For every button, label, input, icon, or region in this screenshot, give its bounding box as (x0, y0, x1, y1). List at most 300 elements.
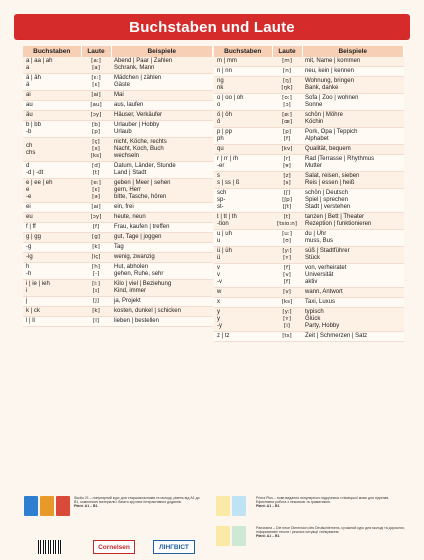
sound-cell (272, 111, 302, 128)
examples-cell (302, 308, 404, 332)
cell-line: v (217, 265, 220, 271)
cell-line: [ɛ:] (91, 75, 101, 81)
header-row (23, 46, 213, 57)
cell-line: [n] (283, 68, 291, 74)
cell-line: [ç] (92, 139, 100, 145)
cell-line: s | ss | ß (217, 180, 240, 186)
col-letters: Buchstaben (23, 46, 81, 57)
cell-line: Rezeption | funktionieren (305, 221, 372, 227)
table-row (23, 307, 213, 317)
cell-line: [ks] (281, 299, 293, 305)
cell-line: Stadt | verstehen (305, 204, 351, 210)
examples-cell (111, 213, 213, 223)
footer-text: Panorama – Die neue Dimension des Deutschlernens, сучасний курс для молоді та дорослих, інформативні тексти і реальні ситуації спілкування. (256, 526, 405, 535)
cell-line: n | nn (217, 68, 232, 74)
cell-line: [o:] (282, 95, 292, 101)
table-row (214, 230, 404, 247)
cell-line: m | mm (217, 58, 237, 64)
examples-cell (302, 332, 404, 342)
letters-cell (23, 121, 81, 138)
cell-line: -v (217, 279, 222, 285)
letters-cell (214, 128, 272, 145)
sound-cell (81, 280, 111, 297)
table-row (23, 297, 213, 307)
sound-cell (81, 213, 111, 223)
cell-line: x (217, 299, 220, 305)
table-row (214, 67, 404, 77)
cell-line: v (217, 272, 220, 278)
cell-line: [ɪ] (92, 288, 100, 294)
cell-line: tanzen | Bett | Theater (305, 214, 365, 220)
sound-cell (272, 67, 302, 77)
cell-line: [ai] (91, 204, 101, 210)
cell-line: [x] (92, 146, 100, 152)
letters-cell (23, 263, 81, 280)
letters-cell (23, 317, 81, 327)
letters-cell (23, 233, 81, 243)
cell-line: p | pp (217, 129, 232, 135)
cell-line: d (26, 163, 30, 169)
cell-line: Häuser, Verkäufer (114, 112, 163, 118)
cell-line: wann, Antwort (305, 289, 343, 295)
sound-cell (81, 203, 111, 213)
cell-line: äu (26, 112, 33, 118)
examples-cell (302, 145, 404, 155)
cell-line: [ʃ] (283, 190, 291, 196)
cell-line: qu (217, 146, 224, 152)
footer-ads (14, 492, 410, 556)
cell-line: [ai] (91, 92, 101, 98)
letters-cell (23, 280, 81, 297)
cell-line: [ʃt] (282, 204, 292, 210)
header-row (214, 46, 404, 57)
table-row (214, 264, 404, 288)
cell-line: [m] (282, 58, 292, 64)
sound-cell (81, 138, 111, 162)
cell-line: t | tt | th (217, 214, 237, 220)
cell-line: Datum, Länder, Stunde (114, 163, 176, 169)
examples-cell (111, 317, 213, 327)
cell-line: e (26, 187, 30, 193)
cell-line: aus, laufen (114, 102, 144, 108)
letters-cell (23, 162, 81, 179)
examples-cell (111, 162, 213, 179)
cell-line: aktiv (305, 279, 318, 285)
cell-line: z | tz (217, 333, 230, 339)
table-row (214, 189, 404, 213)
cell-line: nicht, Köche, rechts (114, 139, 167, 145)
cell-line: [p] (92, 129, 100, 135)
sound-cell (81, 223, 111, 233)
cell-line: wechseln (114, 153, 140, 159)
letters-cell (23, 253, 81, 263)
cell-line: Kind, immer (114, 288, 147, 294)
cell-line: Tag (114, 244, 124, 250)
cell-line: Qualität, bequem (305, 146, 351, 152)
sound-cell (81, 263, 111, 280)
cell-line: s (217, 173, 220, 179)
poster-title: Buchstaben und Laute (14, 14, 410, 40)
barcode-image (38, 540, 62, 554)
letters-cell (23, 243, 81, 253)
cell-line: [i] (284, 323, 290, 329)
table-row (23, 179, 213, 203)
cell-line: [ʏ] (283, 316, 291, 322)
cell-line: [k] (92, 244, 100, 250)
cell-line: Hut, abholen (114, 264, 149, 270)
sound-cell (81, 111, 111, 121)
sound-cell (272, 288, 302, 298)
examples-cell (111, 243, 213, 253)
table-row (23, 111, 213, 121)
table-row (23, 57, 213, 74)
col-examples: Beispiele (111, 46, 213, 57)
cell-line: [j] (93, 298, 99, 304)
letters-cell (23, 111, 81, 121)
examples-cell (302, 111, 404, 128)
cell-line: f | ff (26, 224, 36, 230)
cell-line: a | aa | ah (26, 58, 53, 64)
table-row (23, 121, 213, 138)
letters-cell (214, 189, 272, 213)
cell-line: schön | Möhre (305, 112, 343, 118)
sound-cell (81, 297, 111, 307)
cell-line: [e:] (91, 180, 101, 186)
sound-cell (272, 247, 302, 264)
letters-cell (23, 213, 81, 223)
letters-cell (23, 297, 81, 307)
cell-line: muss, Bus (305, 238, 334, 244)
sound-cell (272, 230, 302, 247)
examples-cell (111, 91, 213, 101)
footer-level: Рівні: A1 – B1 (74, 504, 98, 509)
sound-cell (81, 91, 111, 101)
examples-cell (111, 307, 213, 317)
table-row (214, 308, 404, 332)
cell-line: [k] (92, 308, 100, 314)
cell-line: [ʏ] (283, 255, 291, 261)
cell-line: ch (26, 142, 33, 149)
table-row (214, 94, 404, 111)
examples-cell (111, 101, 213, 111)
sound-cell (81, 179, 111, 203)
footer-text: Studio 21 – популярний курс для старшокласників та молоді, рівень від A1 до B1, комплексні матеріали і багато зручних інтерактивних додатків. (74, 496, 200, 505)
cell-line: Nacht, Koch, Buch (114, 146, 164, 152)
examples-cell (111, 111, 213, 121)
table-row (23, 213, 213, 223)
cell-line: nk (217, 85, 224, 91)
sound-cell (272, 77, 302, 94)
cell-line: Mädchen | zählen (114, 75, 162, 81)
cell-line: Stück (305, 255, 321, 261)
sound-cell (81, 74, 111, 91)
footer-text: Prima Plus – нове видання популярного підручника з німецької мови для підлітків. Ефективна робота з лексикою та граматикою. (256, 496, 390, 505)
letters-cell (23, 57, 81, 74)
cell-line: g | gg (26, 234, 41, 240)
cell-line: Mutter (305, 163, 323, 169)
table-row (23, 162, 213, 179)
cell-line: Alphabet (305, 136, 329, 142)
cell-line: st- (217, 204, 224, 210)
cell-line: geben | Meer | sehen (114, 180, 171, 186)
cell-line: mit, Name | kommen (305, 58, 361, 64)
sound-cell (272, 172, 302, 189)
letters-cell (214, 247, 272, 264)
book-cover-image (232, 496, 246, 516)
cell-line: Land | Stadt (114, 170, 147, 176)
cell-line: u (217, 238, 221, 244)
cell-line: neu, kein | kennen (305, 68, 354, 74)
cell-line: [b] (92, 122, 100, 128)
cell-line: [l] (93, 318, 99, 324)
table-row (23, 263, 213, 280)
cell-line: h (26, 264, 30, 270)
cell-line: Mai (114, 92, 124, 98)
cell-line: -tion (217, 221, 229, 227)
table-row (214, 247, 404, 264)
cell-line: [ə] (92, 194, 100, 200)
letters-table-right (214, 46, 404, 342)
letters-table-left (23, 46, 213, 327)
sound-cell (272, 128, 302, 145)
cell-line: ein, frei (114, 204, 134, 210)
cell-line: Zeit | Schmerzen | Satz (305, 333, 368, 339)
book-cover-image (232, 526, 246, 546)
cell-line: w (217, 289, 222, 295)
sound-cell (272, 264, 302, 288)
cell-line: Urlaub (114, 129, 132, 135)
cell-line: j (26, 298, 28, 304)
letters-cell (214, 298, 272, 308)
cell-line: [ɔy] (90, 214, 102, 220)
examples-cell (111, 223, 213, 233)
cell-line: [g] (92, 234, 100, 240)
letters-cell (214, 67, 272, 77)
examples-cell (302, 57, 404, 67)
cell-line: Frau, kaufen | treffen (114, 224, 170, 230)
cell-line: [ɔy] (90, 112, 102, 118)
book-cover-image (216, 526, 230, 546)
cell-line: Salat, reisen, sieben (305, 173, 360, 179)
cell-line: [œ] (281, 119, 293, 125)
table-row (23, 203, 213, 213)
letters-cell (214, 288, 272, 298)
letters-cell (214, 172, 272, 189)
cell-line: schön | Deutsch (305, 190, 348, 196)
cell-line: o | oo | oh (217, 95, 244, 101)
cell-line: Kilo | viel | Beziehung (114, 281, 172, 287)
cell-line: l | ll (26, 318, 35, 324)
cell-line: i (26, 288, 28, 294)
cell-line: [z] (283, 173, 291, 179)
cell-line: [ks] (90, 153, 102, 159)
cell-line: -b (26, 129, 32, 135)
sound-cell (272, 298, 302, 308)
table-row (23, 253, 213, 263)
cell-line: -d | -dt (26, 170, 44, 176)
book-cover-image (56, 496, 70, 516)
cell-line: -e (26, 194, 32, 200)
table-row (23, 243, 213, 253)
letters-cell (214, 230, 272, 247)
table-row (214, 298, 404, 308)
footer-level: Рівні: A1 – B1 (256, 534, 280, 539)
cell-line: Spiel | sprechen (305, 197, 348, 203)
letters-cell (23, 203, 81, 213)
cell-line: y (217, 309, 220, 315)
cell-line: ö | öh (217, 112, 232, 118)
cell-line: [kv] (281, 146, 293, 152)
sound-cell (272, 213, 302, 230)
sound-cell (272, 145, 302, 155)
cell-line: ä | äh (26, 75, 41, 81)
cell-line: ja, Projekt (114, 298, 141, 304)
examples-cell (111, 179, 213, 203)
sound-cell (81, 101, 111, 111)
examples-cell (111, 280, 213, 297)
cell-line: von, verheiratet (305, 265, 347, 271)
cell-line: ü | üh (217, 248, 232, 254)
examples-cell (302, 172, 404, 189)
examples-cell (302, 94, 404, 111)
letters-cell (23, 74, 81, 91)
cell-line: [ɛ] (92, 187, 100, 193)
sound-cell (272, 332, 302, 342)
cell-line: [-] (92, 271, 100, 277)
letters-cell (214, 111, 272, 128)
cell-line: y (217, 316, 220, 322)
table-row (214, 111, 404, 128)
sound-cell (81, 162, 111, 179)
cell-line: [d] (92, 163, 100, 169)
table-row (214, 332, 404, 342)
examples-cell (111, 121, 213, 138)
table-row (214, 57, 404, 67)
letters-cell (214, 57, 272, 67)
cell-line: e | ee | eh (26, 180, 53, 186)
examples-cell (302, 128, 404, 145)
cell-line: [ŋ] (283, 78, 291, 84)
examples-cell (111, 74, 213, 91)
cell-line: ai (26, 92, 31, 98)
examples-cell (302, 288, 404, 298)
table-row (214, 155, 404, 172)
book-cover-image (40, 496, 54, 516)
cell-line: Gäste (114, 82, 131, 88)
cell-line: [ʊ] (283, 238, 291, 244)
cell-line: [ɛ] (92, 82, 100, 88)
examples-cell (302, 264, 404, 288)
cell-line: [u:] (282, 231, 292, 237)
letters-cell (23, 138, 81, 162)
cell-line: Abend | Paar | Zahlen (114, 58, 173, 64)
sound-cell (81, 253, 111, 263)
cell-line: gut, Tage | joggen (114, 234, 162, 240)
footer-description (256, 526, 406, 539)
cell-line: [h] (92, 264, 100, 270)
cell-line: [i:] (92, 281, 100, 287)
cell-line: [ʃp] (282, 197, 292, 203)
letters-cell (23, 101, 81, 111)
cell-line: u | uh (217, 231, 232, 237)
examples-cell (302, 213, 404, 230)
cell-line: [v] (283, 272, 291, 278)
letters-cell (23, 307, 81, 317)
footer-level: Рівні: A1 – B1 (256, 504, 280, 509)
cell-line: ng (217, 78, 224, 84)
cell-line: [v] (283, 289, 291, 295)
cell-line: chs (26, 149, 36, 156)
letters-cell (214, 332, 272, 342)
cell-line: a (26, 65, 30, 71)
examples-cell (111, 263, 213, 280)
letters-cell (214, 155, 272, 172)
cell-line: [y:] (282, 248, 292, 254)
letters-cell (23, 179, 81, 203)
sound-cell (81, 317, 111, 327)
cell-line: Universität (305, 272, 334, 278)
cell-line: -er (217, 163, 225, 169)
book-cover-image (24, 496, 38, 516)
sound-cell (272, 308, 302, 332)
table-row (23, 138, 213, 162)
cell-line: gern, Herr (114, 187, 142, 193)
col-letters: Buchstaben (214, 46, 272, 57)
letters-cell (214, 213, 272, 230)
book-cover-image (216, 496, 230, 516)
cell-line: [f] (283, 136, 291, 142)
examples-cell (302, 189, 404, 213)
cell-line: Party, Hobby (305, 323, 340, 329)
cell-line: Köchin (305, 119, 324, 125)
cell-line: [ŋk] (281, 85, 293, 91)
cell-line: kosten, dunkel | schicken (114, 308, 181, 314)
sound-cell (272, 57, 302, 67)
col-sound: Laute (81, 46, 111, 57)
letters-cell (214, 264, 272, 288)
cell-line: [a] (92, 65, 100, 71)
examples-cell (111, 203, 213, 213)
table-row (214, 213, 404, 230)
cell-line: [a:] (91, 58, 101, 64)
table-row (23, 280, 213, 297)
cell-line: ö (217, 119, 221, 125)
sound-cell (272, 189, 302, 213)
examples-cell (302, 247, 404, 264)
table-row (214, 128, 404, 145)
cell-line: Reis | essen | heiß (305, 180, 355, 186)
sound-cell (81, 233, 111, 243)
cell-line: [r] (283, 156, 291, 162)
cell-line: -y (217, 323, 222, 329)
cell-line: [y:] (282, 309, 292, 315)
table-row (214, 172, 404, 189)
table-row (214, 145, 404, 155)
cell-line: heute, neun (114, 214, 146, 220)
table-row (214, 288, 404, 298)
cell-line: ph (217, 136, 224, 142)
examples-cell (111, 233, 213, 243)
col-examples: Beispiele (302, 46, 404, 57)
cell-line: [iç] (91, 254, 101, 260)
cell-line: Wohnung, bringen (305, 78, 354, 84)
cell-line: [f] (283, 265, 291, 271)
cell-line: b | bb (26, 122, 41, 128)
cornelsen-logo: Cornelsen (93, 540, 135, 554)
cell-line: typisch (305, 309, 324, 315)
cell-line: [f] (283, 279, 291, 285)
cell-line: o (217, 102, 221, 108)
